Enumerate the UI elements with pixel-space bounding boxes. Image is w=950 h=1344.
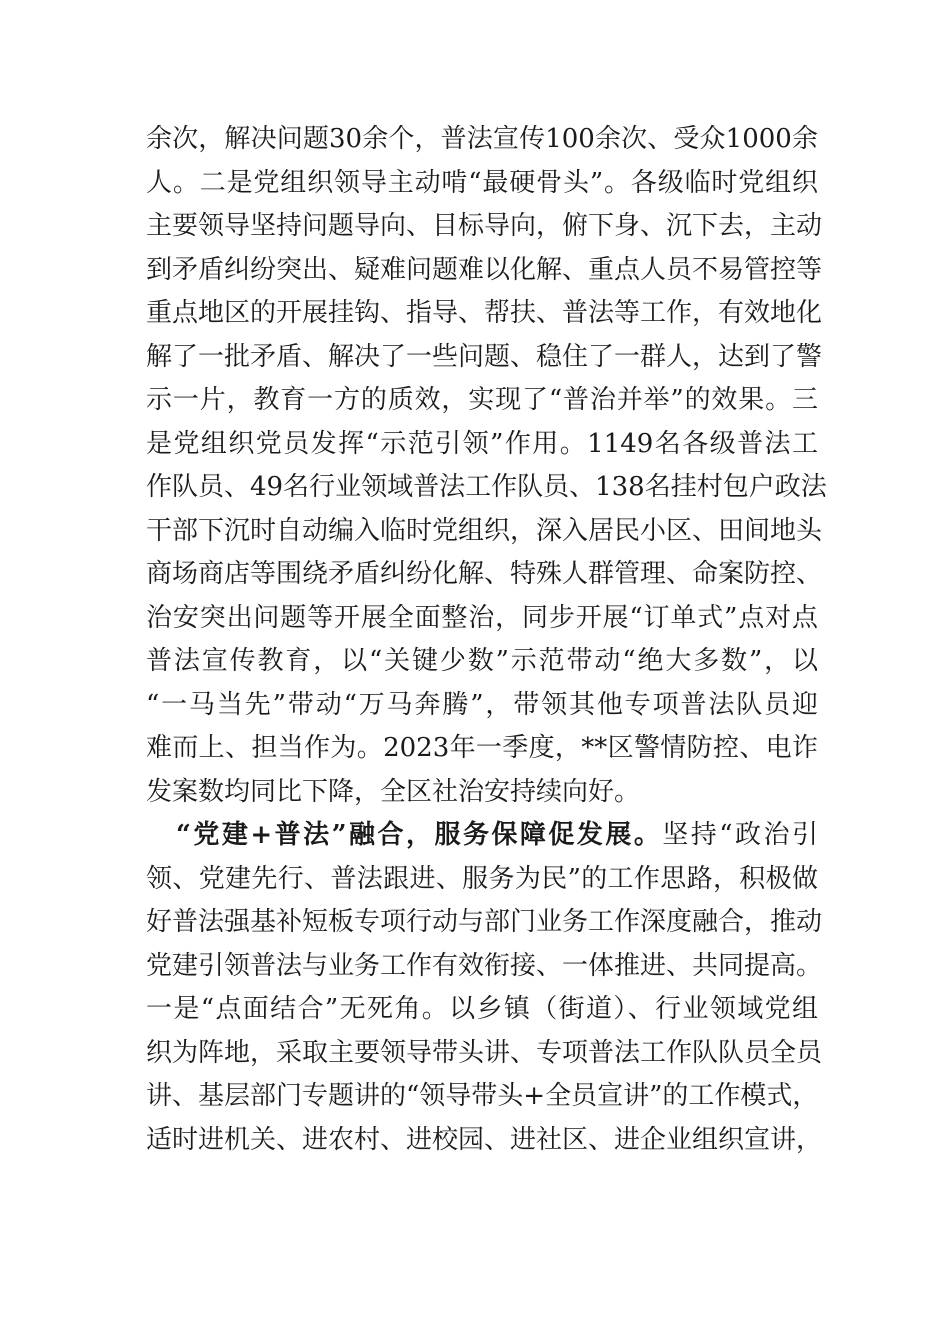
text-line: 党建引领普法与业务工作有效衔接、一体推进、共同提高。 (146, 950, 823, 981)
text-line: 商场商店等围绕矛盾纠纷化解、特殊人群管理、命案防控、 (146, 559, 823, 589)
text-line: 解了一批矛盾、解决了一些问题、稳住了一群人，达到了警 (146, 341, 823, 372)
text-line: 余次，解决问题30余个，普法宣传100余次、受众1000余 (146, 124, 818, 154)
text-line: 好普法强基补短板专项行动与部门业务工作深度融合，推动 (146, 907, 823, 937)
text-line: 到矛盾纠纷突出、疑难问题难以化解、重点人员不易管控等 (146, 254, 823, 285)
text-line: 织为阵地，采取主要领导带头讲、专项普法工作队队员全员 (146, 1037, 823, 1068)
text-line: 讲、基层部门专题讲的“领导带头+全员宣讲”的工作模式， (146, 1081, 819, 1111)
text-line: 干部下沉时自动编入临时党组织，深入居民小区、田间地头 (146, 515, 823, 546)
document-body (146, 118, 827, 1162)
text-line: 发案数均同比下降，全区社治安持续向好。 (146, 776, 641, 807)
text-line: 主要领导坚持问题导向、目标导向，俯下身、沉下去，主动 (146, 211, 823, 241)
text-line: 重点地区的开展挂钩、指导、帮扶、普法等工作，有效地化 (146, 298, 823, 328)
text-line: 作队员、49名行业领域普法工作队员、138名挂村包户政法 (146, 472, 827, 502)
section-heading: “党建+普法”融合，服务保障促发展。 (176, 820, 663, 850)
text-line: 治安突出问题等开展全面整治，同步开展“订单式”点对点 (146, 602, 818, 633)
section-heading-continuation: 坚持“政治引 (662, 820, 818, 850)
text-line: 人。二是党组织领导主动啃“最硬骨头”。各级临时党组织 (146, 167, 818, 198)
text-line: 一是“点面结合”无死角。以乡镇（街道）、行业领域党组 (146, 994, 818, 1024)
text-line: 适时进机关、进农村、进校园、进社区、进企业组织宣讲， (146, 1124, 823, 1155)
text-line: 是党组织党员发挥“示范引领”作用。1149名各级普法工 (146, 428, 818, 459)
text-line: 普法宣传教育，以“关键少数”示范带动“绝大多数”，以 (146, 646, 818, 676)
text-line: 难而上、担当作为。2023年一季度，**区警情防控、电诈 (146, 733, 818, 763)
text-line: “一马当先”带动“万马奔腾”，带领其他专项普法队员迎 (146, 689, 818, 720)
section-heading-line (146, 814, 818, 858)
text-line: 领、党建先行、普法跟进、服务为民”的工作思路，积极做 (146, 863, 818, 894)
text-line: 示一片，教育一方的质效，实现了“普治并举”的效果。三 (146, 385, 818, 415)
